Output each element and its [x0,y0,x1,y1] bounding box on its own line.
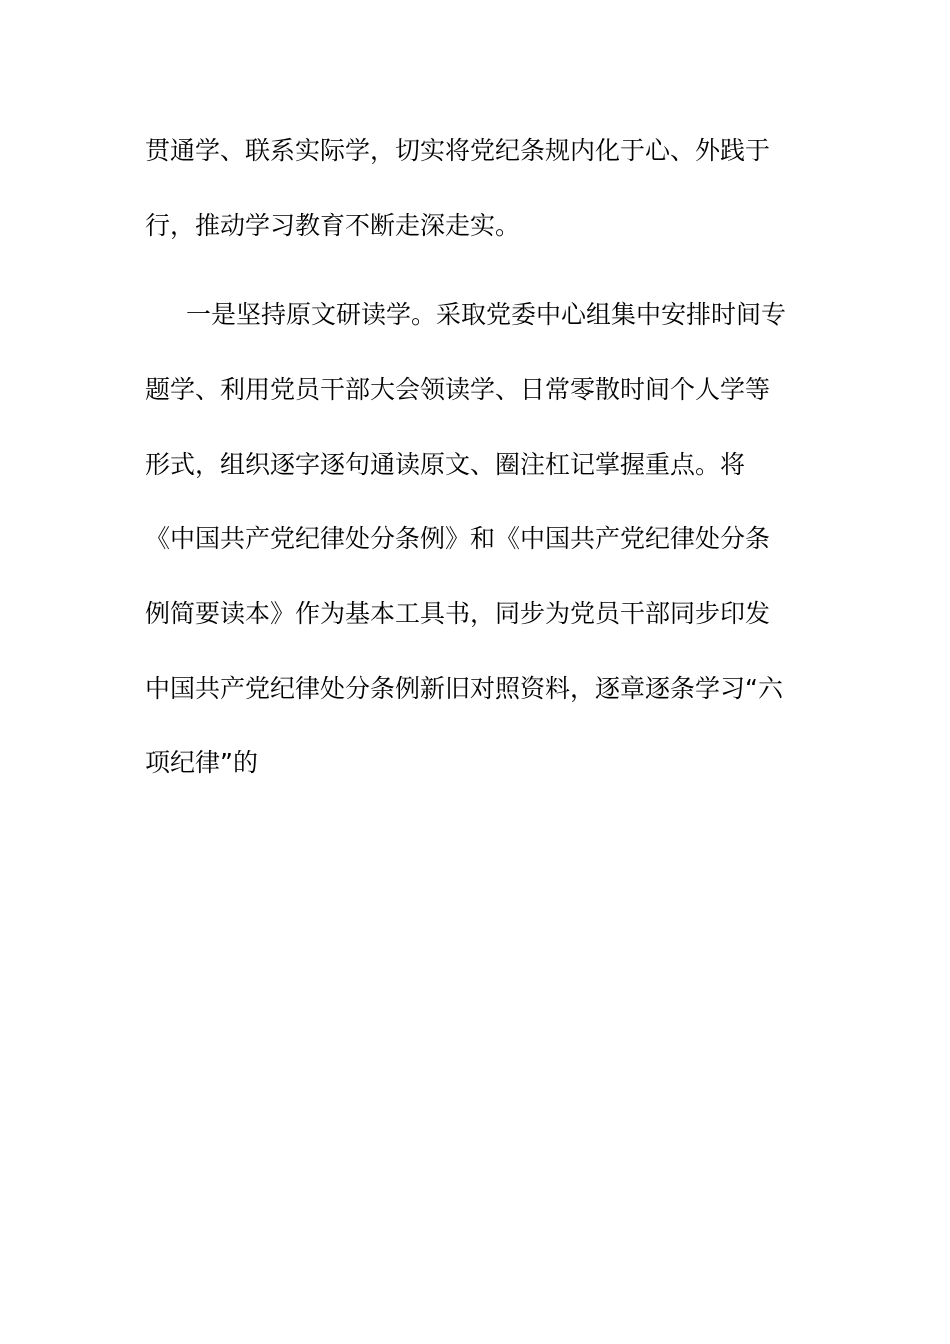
paragraph-line-1: 贯通学、联系实际学，切实将党纪条规内化于心、外践于 [145,136,771,165]
paragraph-line-4: 题学、利用党员干部大会领读学、日常零散时间个人学等 [145,375,771,404]
paragraph-line-5: 形式，组织逐字逐句通读原文、圈注杠记掌握重点。将 [145,450,746,479]
paragraph-line-3: 一是坚持原文研读学。采取党委中心组集中安排时间专 [186,300,787,329]
paragraph-line-9: 项纪律”的 [145,748,258,777]
paragraph-line-6: 《中国共产党纪律处分条例》和《中国共产党纪律处分条 [145,524,771,553]
paragraph-line-7: 例简要读本》作为基本工具书，同步为党员干部同步印发 [145,599,771,628]
paragraph-line-2: 行，推动学习教育不断走深走实。 [145,211,521,240]
paragraph-line-8: 中国共产党纪律处分条例新旧对照资料，逐章逐条学习“六 [145,674,783,703]
